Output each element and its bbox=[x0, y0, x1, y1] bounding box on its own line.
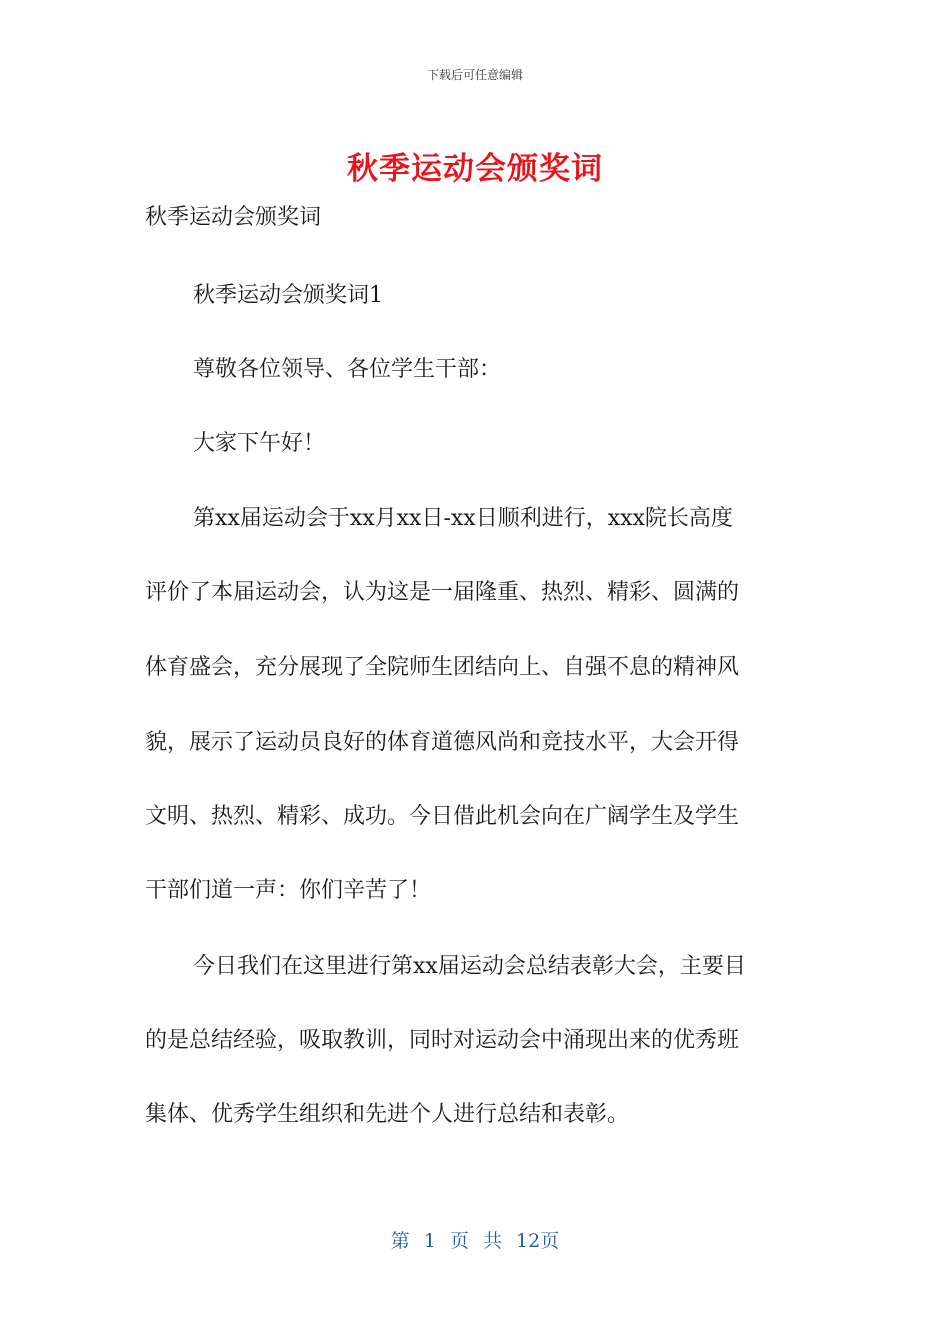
page-number-footer: 第 1 页 共 12页 bbox=[390, 1230, 560, 1252]
header-note: 下载后可任意编辑 bbox=[426, 68, 523, 82]
salutation-line: 尊敬各位领导、各位学生干部： bbox=[193, 357, 502, 382]
paragraph-line: 集体、优秀学生组织和先进个人进行总结和表彰。 bbox=[145, 1102, 630, 1127]
section-heading: 秋季运动会颁奖词1 bbox=[193, 283, 383, 308]
paragraph-line: 干部们道一声：你们辛苦了！ bbox=[145, 878, 432, 903]
paragraph-line: 文明、热烈、精彩、成功。今日借此机会向在广阔学生及学生 bbox=[145, 804, 740, 829]
paragraph-line: 今日我们在这里进行第xx届运动会总结表彰大会，主要目 bbox=[193, 954, 746, 979]
paragraph-line: 貌，展示了运动员良好的体育道德风尚和竞技水平，大会开得 bbox=[145, 730, 740, 755]
paragraph-line: 评价了本届运动会，认为这是一届隆重、热烈、精彩、圆满的 bbox=[145, 580, 740, 605]
paragraph-line: 的是总结经验，吸取教训，同时对运动会中涌现出来的优秀班 bbox=[145, 1028, 740, 1053]
document-title: 秋季运动会颁奖词 bbox=[347, 151, 603, 187]
greeting-line: 大家下午好！ bbox=[193, 431, 326, 456]
paragraph-line: 体育盛会，充分展现了全院师生团结向上、自强不息的精神风 bbox=[145, 655, 740, 680]
subtitle-line: 秋季运动会颁奖词 bbox=[145, 205, 322, 230]
paragraph-line: 第xx届运动会于xx月xx日-xx日顺利进行，xxx院长高度 bbox=[193, 506, 733, 531]
